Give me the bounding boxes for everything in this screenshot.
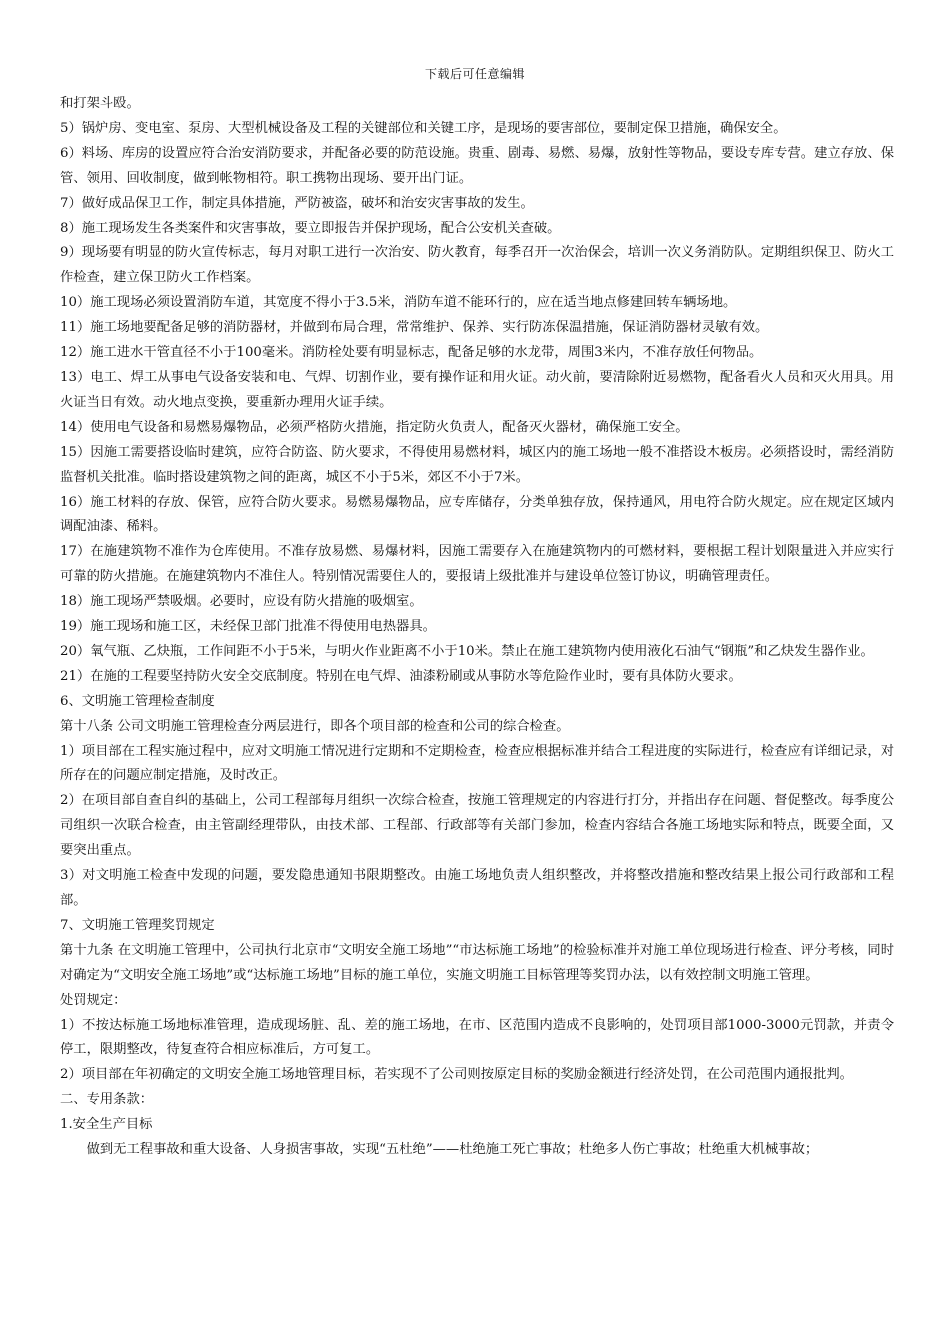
paragraph: 和打架斗殴。 bbox=[60, 96, 140, 111]
paragraph: 17）在施建筑物不准作为仓库使用。不准存放易燃、易爆材料，因施工需要存入在施建筑物内的可燃材料，要根据工程计划限量进入并应实行可靠的防火措施。在施建筑物内不准住人。特别情况需要住人的，要报请上级批准并与建设单位签订协议，明确管理责任。 bbox=[60, 544, 894, 585]
paragraph: 12）施工进水干管直径不小于100毫米。消防栓处要有明显标志，配备足够的水龙带，周围3米内，不准存放任何物品。 bbox=[60, 345, 763, 361]
paragraph: 18）施工现场严禁吸烟。必要时，应设有防火措施的吸烟室。 bbox=[60, 594, 423, 610]
paragraph: 7、文明施工管理奖罚规定 bbox=[60, 917, 215, 933]
document-body bbox=[60, 92, 894, 1163]
paragraph: 1.安全生产目标 bbox=[60, 1117, 153, 1133]
paragraph: 8）施工现场发生各类案件和灾害事故，要立即报告并保护现场，配合公安机关查破。 bbox=[60, 220, 561, 236]
paragraph: 16）施工材料的存放、保管，应符合防火要求。易燃易爆物品，应专库储存，分类单独存放，保持通风，用电符合防火规定。应在规定区域内调配油漆、稀料。 bbox=[60, 494, 894, 535]
paragraph: 15）因施工需要搭设临时建筑，应符合防盗、防火要求，不得使用易燃材料，城区内的施工场地一般不准搭设木板房。必须搭设时，需经消防监督机关批准。临时搭设建筑物之间的距离，城区不小于5米，郊区不小于7米。 bbox=[60, 444, 894, 485]
paragraph: 10）施工现场必须设置消防车道，其宽度不得小于3.5米，消防车道不能环行的，应在适当地点修建回转车辆场地。 bbox=[60, 295, 737, 311]
paragraph: 5）锅炉房、变电室、泵房、大型机械设备及工程的关键部位和关键工序，是现场的要害部位，要制定保卫措施，确保安全。 bbox=[60, 120, 787, 136]
paragraph: 14）使用电气设备和易燃易爆物品，必须严格防火措施，指定防火负责人，配备灭火器材，确保施工安全。 bbox=[60, 419, 689, 435]
paragraph: 做到无工程事故和重大设备、人身损害事故，实现“五杜绝”——杜绝施工死亡事故；杜绝多人伤亡事故；杜绝重大机械事故； bbox=[86, 1142, 819, 1158]
paragraph: 6、文明施工管理检查制度 bbox=[60, 693, 215, 709]
page-header: 下载后可任意编辑 bbox=[424, 67, 525, 81]
paragraph: 9）现场要有明显的防火宣传标志，每月对职工进行一次治安、防火教育，每季召开一次治保会，培训一次义务消防队。定期组织保卫、防火工作检查，建立保卫防火工作档案。 bbox=[60, 245, 894, 286]
paragraph: 3）对文明施工检查中发现的问题，要发隐患通知书限期整改。由施工场地负责人组织整改，并将整改措施和整改结果上报公司行政部和工程部。 bbox=[60, 868, 894, 908]
paragraph: 7）做好成品保卫工作，制定具体措施，严防被盗，破坏和治安灾害事故的发生。 bbox=[60, 195, 534, 211]
paragraph: 处罚规定： bbox=[60, 992, 127, 1008]
paragraph: 二、专用条款： bbox=[60, 1092, 154, 1108]
paragraph: 19）施工现场和施工区，未经保卫部门批准不得使用电热器具。 bbox=[60, 619, 436, 635]
paragraph: 2）项目部在年初确定的文明安全施工场地管理目标，若实现不了公司则按原定目标的奖励金额进行经济处罚，在公司范围内通报批判。 bbox=[60, 1067, 853, 1083]
paragraph: 6）料场、库房的设置应符合治安消防要求，并配备必要的防范设施。贵重、剧毒、易燃、易爆，放射性等物品，要设专库专营。建立存放、保管、领用、回收制度，做到帐物相符。职工携物出现场、要开出门证。 bbox=[60, 145, 894, 186]
paragraph: 第十八条 公司文明施工管理检查分两层进行，即各个项目部的检查和公司的综合检查。 bbox=[60, 718, 570, 734]
paragraph: 11）施工场地要配备足够的消防器材，并做到布局合理，常常维护、保养、实行防冻保温措施，保证消防器材灵敏有效。 bbox=[60, 320, 769, 336]
paragraph: 2）在项目部自查自纠的基础上，公司工程部每月组织一次综合检查，按施工管理规定的内容进行打分，并指出存在问题、督促整改。每季度公司组织一次联合检查，由主管副经理带队，由技术部、工程部、行政部等有关部门参加，检查内容结合各施工场地实际和特点，既要全面，又要突出重点。 bbox=[60, 793, 894, 859]
paragraph: 第十九条 在文明施工管理中，公司执行北京市“文明安全施工场地”“市达标施工场地”的检验标准并对施工单位现场进行检查、评分考核，同时对确定为“文明安全施工场地”或“达标施工场地”目标的施工单位，实施文明施工目标管理等奖罚办法，以有效控制文明施工管理。 bbox=[60, 942, 894, 983]
paragraph: 20）氧气瓶、乙炔瓶，工作间距不小于5米，与明火作业距离不小于10米。禁止在施工建筑物内使用液化石油气“钢瓶”和乙炔发生器作业。 bbox=[60, 643, 874, 659]
paragraph: 13）电工、焊工从事电气设备安装和电、气焊、切割作业，要有操作证和用火证。动火前，要清除附近易燃物，配备看火人员和灭火用具。用火证当日有效。动火地点变换，要重新办理用火证手续。 bbox=[60, 369, 894, 410]
paragraph: 1）不按达标施工场地标准管理，造成现场脏、乱、差的施工场地，在市、区范围内造成不良影响的，处罚项目部1000-3000元罚款，并责令停工，限期整改，待复查符合相应标准后，方可复工。 bbox=[60, 1017, 894, 1058]
paragraph: 1）项目部在工程实施过程中，应对文明施工情况进行定期和不定期检查，检查应根据标准并结合工程进度的实际进行，检查应有详细记录，对所存在的问题应制定措施，及时改正。 bbox=[60, 743, 894, 784]
paragraph: 21）在施的工程要坚持防火安全交底制度。特别在电气焊、油漆粉刷或从事防水等危险作业时，要有具体防火要求。 bbox=[60, 668, 742, 684]
